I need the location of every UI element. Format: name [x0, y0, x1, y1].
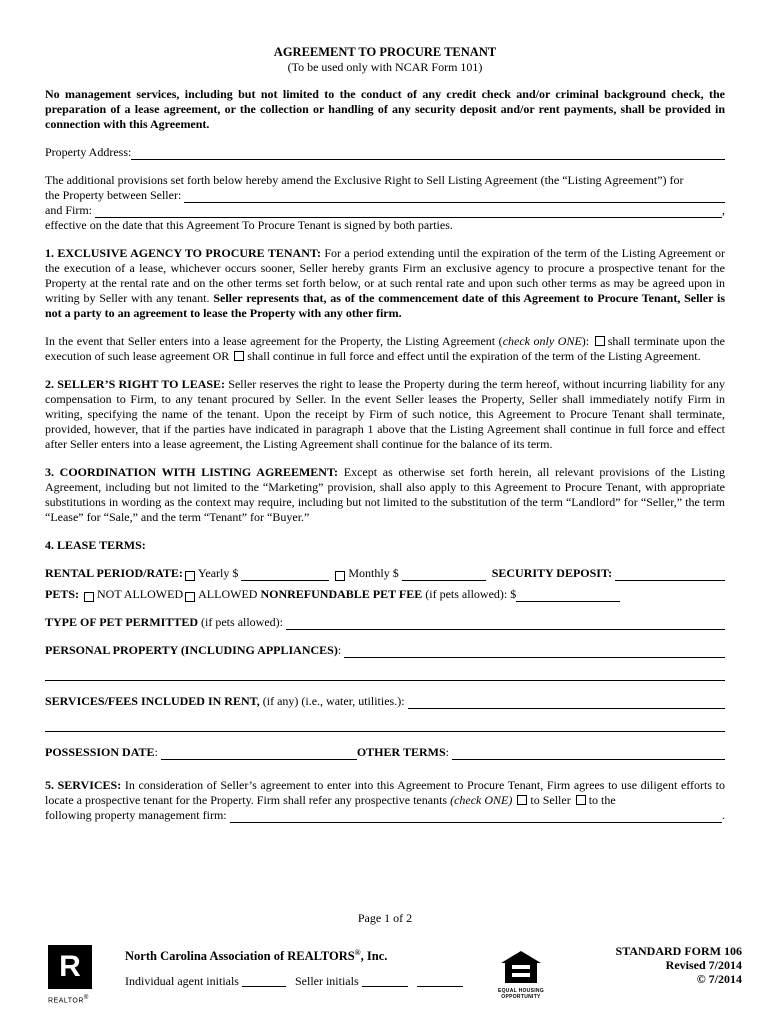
document-body	[45, 45, 725, 823]
pet-fee-field[interactable]	[516, 589, 620, 602]
lease-event-italic: check only ONE	[502, 334, 582, 348]
equal-housing-logo	[496, 950, 546, 1000]
management-firm-period: .	[722, 808, 725, 822]
pet-type-row	[45, 615, 725, 630]
section-1-text: For a period extending until the expiration of the term of the Listing Agreement or the execution of a lease, whichever occurs sooner, Seller hereby grants Firm an exclusive agency to procure a prospective tenant for the Property at the rental rate and on the other terms set forth below, or at such rental rate and upon such other terms as may be agreed upon in writing by Seller with any tenant.	[45, 246, 725, 305]
equal-housing-house-icon	[499, 950, 543, 984]
services-fees-row	[45, 694, 725, 709]
agent-initials-field[interactable]	[242, 974, 286, 987]
services-fees-field-2[interactable]	[45, 717, 725, 732]
monthly-amount-field[interactable]	[402, 568, 486, 581]
other-terms-colon: :	[445, 745, 449, 759]
pets-row	[45, 587, 725, 602]
personal-property-field[interactable]	[344, 645, 725, 658]
pets-allowed-checkbox[interactable]	[185, 592, 195, 602]
other-terms-field[interactable]	[452, 747, 725, 760]
initials-row	[125, 974, 463, 989]
eho-caption-2: OPPORTUNITY	[501, 994, 541, 1000]
terminate-checkbox[interactable]	[595, 336, 605, 346]
monthly-checkbox[interactable]	[335, 571, 345, 581]
provisions-block	[45, 173, 725, 233]
property-address-row	[45, 145, 725, 160]
security-deposit-label: SECURITY DEPOSIT:	[491, 566, 613, 580]
pet-type-field[interactable]	[286, 617, 725, 630]
refer-to-seller-label: to Seller	[530, 793, 571, 807]
section-1	[45, 246, 725, 321]
seller-initials-label: Seller initials	[294, 974, 359, 988]
section-3-heading: 3. COORDINATION WITH LISTING AGREEMENT:	[45, 465, 339, 479]
section-2-text: Seller reserves the right to lease the Property during the term hereof, without incurring liability for any compensation to Firm, to any tenant procured by Seller. In the event Seller leases the Property, Seller shall immediately notify Firm in writing, specifying the name of the tenant. Upon the receipt by Firm of such notice, this Agreement to Procure Tenant shall terminate, provided, however, that if the parties have indicated in paragraph 1 above that the Listing Agreement shall continue in full force and effect after Seller enters into a lease agreement, the Listing Agreement shall continue for the balance of its term.	[45, 377, 726, 451]
personal-property-label: PERSONAL PROPERTY (INCLUDING APPLIANCES)	[45, 643, 338, 657]
firm-comma: ,	[722, 203, 725, 217]
seller-label: the Property between Seller:	[45, 188, 182, 202]
realtor-logo	[48, 945, 92, 1008]
form-name: STANDARD FORM 106	[615, 944, 742, 958]
possession-date-field[interactable]	[161, 747, 357, 760]
property-address-field[interactable]	[131, 147, 725, 160]
section-5	[45, 778, 725, 808]
pet-type-note: (if pets allowed):	[201, 615, 284, 629]
other-terms-label: OTHER TERMS	[356, 745, 446, 759]
section-2-heading: 2. SELLER’S RIGHT TO LEASE:	[45, 377, 226, 391]
agent-initials-label: Individual agent initials	[125, 974, 239, 988]
realtor-r-letter: R	[59, 950, 81, 983]
page-number: Page 1 of 2	[357, 911, 413, 925]
yearly-checkbox[interactable]	[185, 571, 195, 581]
association-mark: ®	[354, 948, 361, 957]
realtor-caption-text: REALTOR	[48, 997, 84, 1005]
section-4-heading	[45, 538, 725, 553]
effective-text: effective on the date that this Agreement To Procure Tenant is signed by both parties.	[45, 218, 453, 232]
intro-notice: No management services, including but not limited to the conduct of any credit check and/or criminal background check, the preparation of a lease agreement, or the collection or handling of any security deposit and/or rent payments, shall be provided in connection with this Agreement.	[45, 87, 725, 131]
realtor-r-icon	[48, 945, 92, 989]
services-fees-label: SERVICES/FEES INCLUDED IN RENT,	[45, 694, 260, 708]
services-fees-note: (if any) (i.e., water, utilities.):	[262, 694, 405, 708]
section-1-lease-event	[45, 334, 725, 364]
possession-colon: :	[154, 745, 158, 759]
form-revised: Revised 7/2014	[665, 958, 742, 972]
property-address-label: Property Address:	[45, 145, 132, 159]
document-subtitle: (To be used only with NCAR Form 101)	[287, 60, 483, 74]
section-1-representation: Seller represents that, as of the commencement date of this Agreement to Procure Tenant, Seller is not a party to an agreement to lease the Property with any other firm.	[45, 291, 725, 320]
firm-name-field[interactable]	[95, 205, 722, 218]
pet-type-label: TYPE OF PET PERMITTED	[45, 615, 199, 629]
pets-label: PETS:	[45, 587, 80, 601]
seller-initials-field-2[interactable]	[417, 974, 463, 987]
realtor-caption-mark: ®	[83, 995, 89, 1001]
section-1-heading: 1. EXCLUSIVE AGENCY TO PROCURE TENANT:	[45, 246, 321, 260]
section-5-text: In consideration of Seller’s agreement to enter into this Agreement to Procure Tenant, Firm agrees to use diligent efforts to locate a prospective tenant for the Property. Firm shall refer any prospective tenants	[45, 778, 726, 807]
form-copyright: © 7/2014	[696, 972, 742, 986]
pet-fee-label: NONREFUNDABLE PET FEE	[260, 587, 423, 601]
firm-label: and Firm:	[45, 203, 92, 217]
possession-row	[45, 745, 725, 760]
refer-to-firm-label: to the	[588, 793, 616, 807]
association-name	[125, 945, 387, 964]
personal-property-row	[45, 643, 725, 658]
association-end: , Inc.	[360, 949, 388, 964]
rental-label: RENTAL PERIOD/RATE:	[45, 566, 183, 580]
seller-name-field[interactable]	[184, 190, 725, 203]
services-fees-field[interactable]	[408, 696, 725, 709]
management-firm-field[interactable]	[230, 810, 722, 823]
section-3	[45, 465, 725, 525]
security-deposit-field[interactable]	[615, 568, 725, 581]
yearly-label: Yearly $	[197, 566, 239, 580]
pet-fee-note: (if pets allowed): $	[425, 587, 517, 601]
realtor-caption	[48, 991, 92, 1008]
possession-date-label: POSSESSION DATE	[45, 745, 155, 759]
pets-allowed-label: ALLOWED	[198, 587, 258, 601]
pets-not-allowed-checkbox[interactable]	[84, 592, 94, 602]
section-2	[45, 377, 725, 452]
seller-initials-field-1[interactable]	[362, 974, 408, 987]
monthly-label: Monthly $	[348, 566, 399, 580]
terminate-option-text: shall terminate upon the execution of such lease agreement OR	[45, 334, 726, 363]
management-firm-row	[45, 808, 725, 823]
section-4-title: LEASE TERMS:	[57, 538, 146, 552]
continue-option-text: shall continue in full force and effect until the expiration of the term of the Listing Agreement.	[247, 349, 701, 363]
refer-to-seller-checkbox[interactable]	[517, 795, 527, 805]
refer-to-firm-checkbox[interactable]	[576, 795, 586, 805]
rental-row	[45, 566, 725, 581]
document-title: AGREEMENT TO PROCURE TENANT	[273, 45, 497, 59]
management-firm-label: following property management firm:	[45, 808, 227, 822]
provisions-text: The additional provisions set forth below hereby amend the Exclusive Right to Sell Listing Agreement (the “Listing Agreement”) for	[45, 173, 684, 187]
seller-row	[45, 188, 725, 203]
personal-property-field-2[interactable]	[45, 666, 725, 681]
continue-checkbox[interactable]	[234, 351, 244, 361]
pets-not-allowed-label: NOT ALLOWED	[97, 587, 184, 601]
lease-event-colon: ):	[581, 334, 590, 348]
personal-property-colon: :	[337, 643, 342, 657]
section-5-heading: 5. SERVICES:	[45, 778, 122, 792]
section-5-check-one: (check ONE)	[450, 793, 513, 807]
standard-form-info	[616, 944, 742, 986]
firm-row	[45, 203, 725, 218]
association-text: North Carolina Association of REALTORS	[125, 949, 355, 964]
yearly-amount-field[interactable]	[241, 568, 329, 581]
section-4-number: 4.	[45, 538, 54, 552]
section-3-text: Except as otherwise set forth herein, all relevant provisions of the Listing Agreement, including but not limited to the “Marketing” provision, shall also apply to this Agreement to Procure Tenant, with appropriate substitutions in wording as the context may require, including but not limited to the substitution of the term “Landlord” for “Seller,” the term “Lease” for “Sale,” and the term “Tenant” for “Buyer.”	[45, 465, 725, 524]
lease-event-text: In the event that Seller enters into a lease agreement for the Property, the Listing Agreement (	[45, 334, 503, 348]
eho-caption-1: EQUAL HOUSING	[497, 988, 545, 994]
